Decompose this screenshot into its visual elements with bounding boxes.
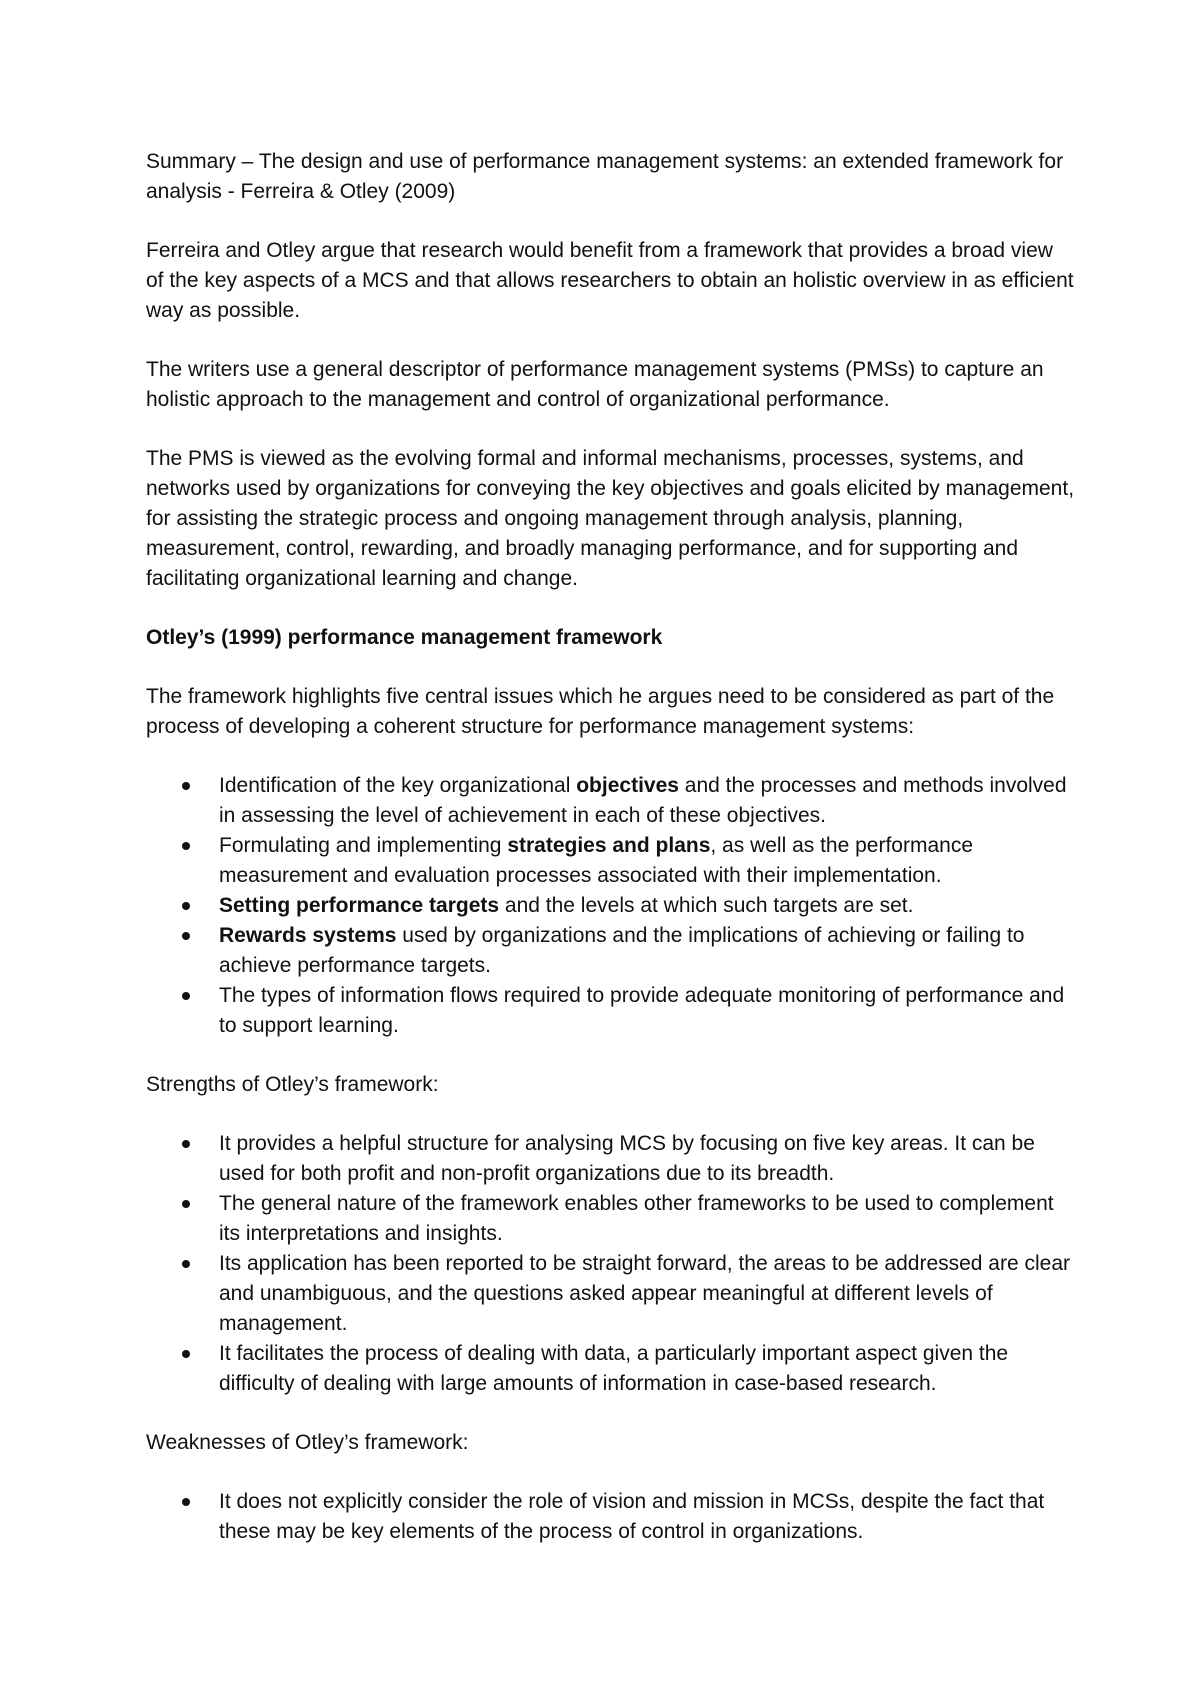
list-item: [146, 1129, 1076, 1189]
document-title: Summary – The design and use of performance management systems: an extended framework for analysis - Ferreira & Otley (2009): [146, 150, 1064, 203]
bullet-icon: [182, 1350, 190, 1358]
section-heading-weaknesses: Weaknesses of Otley’s framework:: [146, 1431, 469, 1454]
bullet-icon: [182, 1200, 190, 1208]
strength-text: Its application has been reported to be straight forward, the areas to be addressed are clear and unambiguous, and the questions asked appear meaningful at different levels of management.: [219, 1252, 1071, 1335]
list-item: [146, 1249, 1076, 1339]
list-item: [146, 1339, 1076, 1399]
bullet-icon: [182, 902, 190, 910]
issue-text: and the levels at which such targets are set.: [499, 894, 914, 917]
weakness-text: It does not explicitly consider the role of vision and mission in MCSs, despite the fact that these may be key elements of the process of control in organizations.: [219, 1490, 1045, 1543]
list-item: [146, 831, 1076, 891]
bullet-icon: [182, 992, 190, 1000]
bullet-icon: [182, 1140, 190, 1148]
issue-bold-term: Setting performance targets: [219, 894, 500, 917]
strength-text: It provides a helpful structure for analysing MCS by focusing on five key areas. It can be used for both profit and non-profit organizations due to its breadth.: [219, 1132, 1035, 1185]
bullet-icon: [182, 932, 190, 940]
issue-bold-term: strategies and plans: [507, 834, 711, 857]
bullet-icon: [182, 782, 190, 790]
issue-text: , as well as the performance measurement and evaluation processes associated with their implementation.: [219, 834, 974, 887]
section-heading-strengths: Strengths of Otley’s framework:: [146, 1073, 439, 1096]
list-item: [146, 771, 1076, 831]
strength-text: The general nature of the framework enables other frameworks to be used to complement its interpretations and insights.: [219, 1192, 1054, 1245]
bullet-icon: [182, 1260, 190, 1268]
document-body: [146, 147, 1076, 1576]
list-item: [146, 891, 1076, 921]
list-item: [146, 921, 1076, 981]
issues-list: [146, 771, 1076, 1041]
issue-text: The types of information flows required to provide adequate monitoring of performance and to support learning.: [219, 984, 1065, 1037]
issue-text: used by organizations and the implications of achieving or failing to achieve performance targets.: [219, 924, 1025, 977]
bullet-icon: [182, 1498, 190, 1506]
intro-paragraph: The PMS is viewed as the evolving formal and informal mechanisms, processes, systems, and networks used by organizations for conveying the key objectives and goals elicited by management, for assisting the strategic process and ongoing management through analysis, planning, measurement, control, rewarding, and broadly managing performance, and for supporting and facilitating organizational learning and change.: [146, 447, 1075, 590]
issue-text: Formulating and implementing: [219, 834, 508, 857]
issue-text: and the processes and methods involved in assessing the level of achievement in each of these objectives.: [219, 774, 1067, 827]
framework-intro-paragraph: The framework highlights five central issues which he argues need to be considered as part of the process of developing a coherent structure for performance management systems:: [146, 685, 1055, 738]
strength-text: It facilitates the process of dealing with data, a particularly important aspect given the difficulty of dealing with large amounts of information in case-based research.: [219, 1342, 1009, 1395]
bullet-icon: [182, 842, 190, 850]
intro-paragraph: The writers use a general descriptor of performance management systems (PMSs) to capture an holistic approach to the management and control of organizational performance.: [146, 358, 1044, 411]
issue-bold-term: objectives: [576, 774, 679, 797]
list-item: [146, 1189, 1076, 1249]
weaknesses-list: [146, 1487, 1076, 1547]
section-heading-framework: Otley’s (1999) performance management framework: [146, 626, 663, 649]
list-item: [146, 1487, 1076, 1547]
intro-paragraph: Ferreira and Otley argue that research would benefit from a framework that provides a broad view of the key aspects of a MCS and that allows researchers to obtain an holistic overview in as efficient way as possible.: [146, 239, 1074, 322]
issue-bold-term: Rewards systems: [219, 924, 397, 947]
strengths-list: [146, 1129, 1076, 1399]
list-item: [146, 981, 1076, 1041]
issue-text: Identification of the key organizational: [219, 774, 577, 797]
